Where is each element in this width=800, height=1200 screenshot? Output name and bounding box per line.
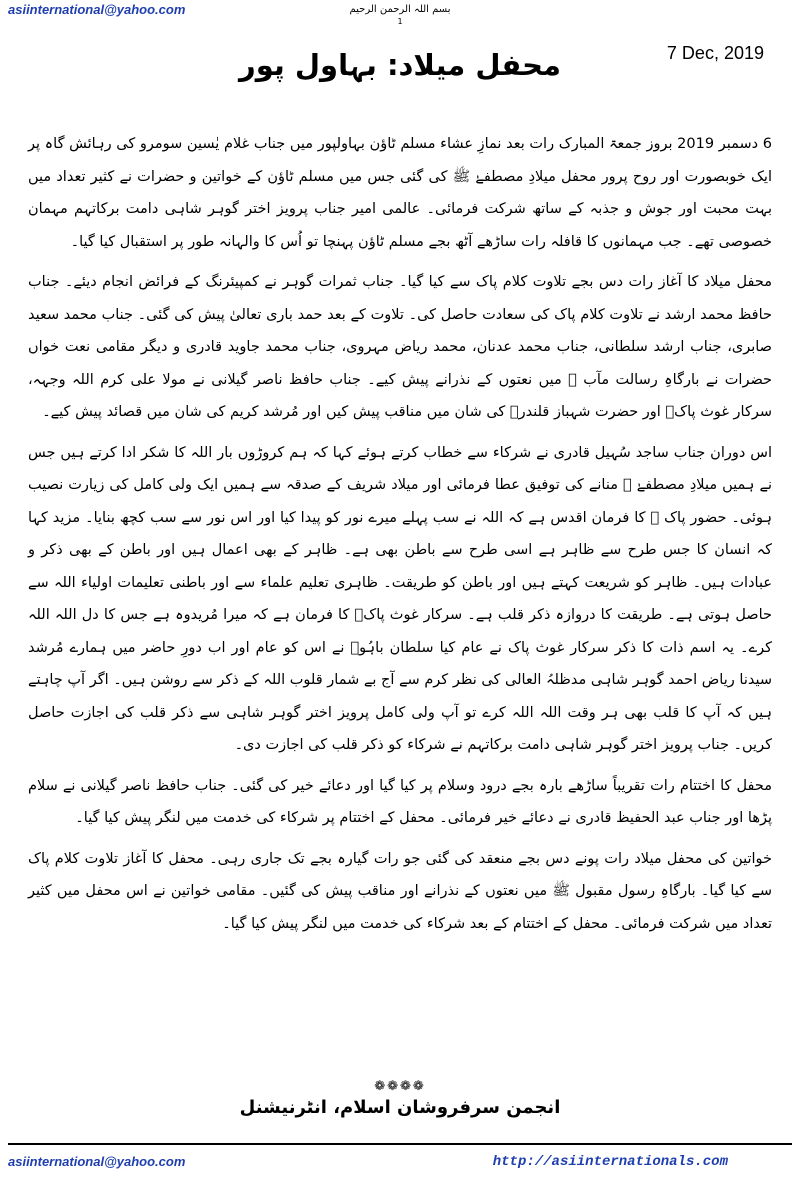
paragraph: محفل کا اختتام رات تقریباً ساڑھے بارہ بجے درود وسلام پر کیا گیا اور دعائے خیر کی گئی۔ جناب حافظ ناصر گیلانی نے سلام پڑھا اور جناب عبد الحفیظ قادری نے دعائے خیر فرمائی۔ محفل کے اختتام پر شرکاء کی خدمت میں لنگر پیش کیا گیا۔ [28, 777, 772, 826]
article-body [28, 128, 772, 948]
bismillah: بسم اللہ الرحمن الرحیم [349, 4, 451, 15]
website-link[interactable]: http://asiinternationals.com [492, 1154, 728, 1170]
organization-name: انجمن سرفروشان اسلام، انٹرنیشنل [239, 1097, 561, 1118]
footer-email[interactable]: asiinternational@yahoo.com [8, 1154, 186, 1169]
article-title: محفل میلاد: بہاول پور [239, 48, 561, 82]
flower-ornament: ❁❁❁❁ [374, 1079, 426, 1094]
page-number: 1 [397, 17, 403, 26]
footer-divider [8, 1143, 792, 1145]
paragraph: خواتین کی محفل میلاد رات پونے دس بجے منعقد کی گئی جو رات گیارہ بجے تک جاری رہی۔ محفل کا آغاز تلاوت کلام پاک سے کیا گیا۔ بارگاہِ رسول مقبول ﷺ میں نعتوں کے نذرانے اور مناقب پیش کی گئیں۔ مقامی خواتین نے اس محفل میں کثیر تعداد میں شرکت فرمائی۔ محفل کے اختتام کے بعد شرکاء کی خدمت میں لنگر پیش کیا گیا۔ [28, 850, 772, 932]
article-date: 7 Dec, 2019 [666, 43, 764, 63]
paragraph: اس دوران جناب ساجد سُہیل قادری نے شرکاء سے خطاب کرتے ہوئے کہا کہ ہم کروڑوں بار اللہ کا شکر ادا کرتے ہیں جس نے ہمیں میلادِ مصطفےٰ ﷺ منانے کی توفیق عطا فرمائی اور میلاد شریف کے صدقہ سے ہمیں ایک ولی کامل کی زیارت نصیب ہوئی۔ حضور پاک ﷺ کا فرمان اقدس ہے کہ اللہ نے سب پہلے میرے نور کو پیدا کیا اور اس نور سے سب کچھ بنایا۔ مزید کہا کہ انسان کا جس طرح سے ظاہر ہے اسی طرح سے باطن بھی ہے۔ ظاہر کے بھی اعمال ہیں اور باطن کے بھی ذکر و عبادات ہیں۔ ظاہر کو شریعت کہتے ہیں اور باطن کو طریقت۔ ظاہری تعلیم علماء سے اور باطنی تعلیمات اولیاء اللہ سے حاصل ہوتی ہے۔ طریقت کا دروازہ ذکر قلب ہے۔ سرکار غوث پاکؓ کا فرمان ہے کہ میرا مُریدوہ ہے جس کا دل اللہ اللہ کرے۔ یہ اسم ذات کا ذکر سرکار غوث پاک نے عام کیا سلطان باہُوؒ نے اس کو عام اور اب دورِ حاضر میں ہمارے مُرشد سیدنا ریاض احمد گوہر شاہی مدظلہُ العالی کی نظر کرم سے آج بے شمار قلوب اللہ کے ذکر سے روشن ہیں۔ اگر آپ چاہتے ہیں کہ آپ کا قلب بھی ہر وقت اللہ اللہ کرے تو آپ ولی کامل پرویز اختر گوہر شاہی سے ذکر قلب کی اجازت حاصل کریں۔ جناب پرویز اختر گوہر شاہی دامت برکاتہم نے شرکاء کو ذکر قلب کی اجازت دی۔ [28, 444, 772, 753]
paragraph: 6 دسمبر 2019 بروز جمعۃ المبارک رات بعد نمازِ عشاء مسلم ٹاؤن بہاولپور میں جناب غلام یٰسین سومرو کی رہائش گاہ پر ایک خوبصورت اور روح پرور محفل میلادِ مصطفےٰ ﷺ کی گئی جس میں مسلم ٹاؤن کے خواتین و حضرات نے کثیر تعداد میں بہت محبت اور جوش و جذبہ کے ساتھ شرکت فرمائی۔ عالمی امیر جناب پرویز اختر گوہر شاہی دامت برکاتہم مہمان خصوصی تھے۔ جب مہمانوں کا قافلہ رات ساڑھے آٹھ بجے مسلم ٹاؤن پہنچا تو اُس کا والہانہ طور پر استقبال کیا گیا۔ [28, 136, 772, 250]
header-email[interactable]: asiinternational@yahoo.com [8, 2, 186, 17]
paragraph: محفل میلاد کا آغاز رات دس بجے تلاوت کلام پاک سے کیا گیا۔ جناب ثمرات گوہر نے کمپیئرنگ کے فرائض انجام دیئے۔ جناب حافظ محمد ارشد نے تلاوت کلام پاک کی سعادت حاصل کی۔ تلاوت کے بعد حمد باری تعالیٰ پیش کی گئی۔ جناب محمد سعید صابری، جناب ارشد سلطانی، جناب محمد عدنان، محمد ریاض مہروی، جناب محمد جاوید قادری و دیگر مقامی نعت خواں حضرات نے بارگاہِ رسالت مآب ﷺ میں نعتوں کے نذرانے پیش کیے۔ جناب حافظ ناصر گیلانی نے مولا علی کرم اللہ وجہہ، سرکار غوث پاکؓ اور حضرت شہباز قلندرؒ کی شان میں مناقب پیش کیں اور مُرشد کریم کی شان میں قصائد پیش کیے۔ [28, 274, 772, 420]
